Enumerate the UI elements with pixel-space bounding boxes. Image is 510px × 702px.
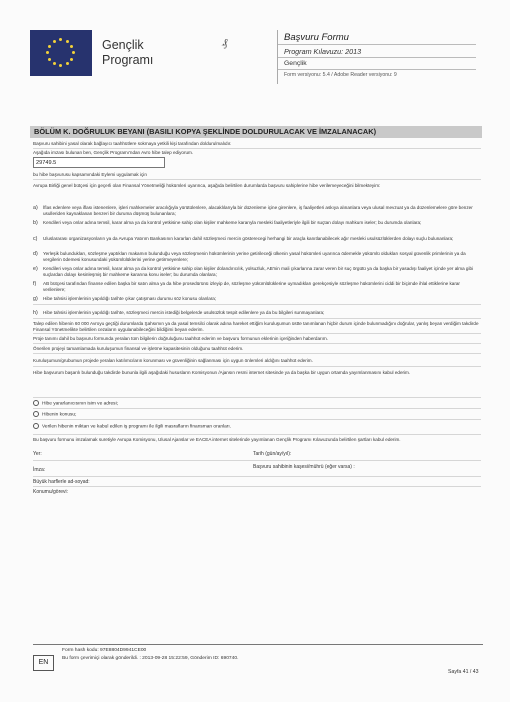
eu-star-icon: [70, 58, 73, 61]
place-label: Yer:: [33, 451, 42, 457]
declaration-paragraph: Talep edilen hibenin 60 000 Avroyu geçtiği durumlarda Şahsımın ya da yasal temsilci olarak adına hareket ettiğim kuruluşumun üstte tanımlanan hiçbir durum içinde bulunmadığını doğrular, yanlış beyan verdiğim takdirde Finansal Yönetmelikte belirtilen cezaların uygulanabileceğini bildiğimi beyan ederim.: [33, 321, 479, 332]
after-amount-text: bu hibe başvurusu kapsamındaki Eylemi uygulamak için: [33, 172, 147, 177]
form-page: Gençlik Programı ₰ Başvuru Formu Program Kılavuzu: 2013 Gençlik Form versiyonu: 5.4 / Adobe Reader versiyonu: 9 BÖLÜM K. DOĞRULUK BEYANI (BASILI KOPYA ŞEKLİNDE DOLDURULACAK VE İMZALANACAK) Başvuru sahibini yasal olarak bağlayıcı taahhütlere sokmaya yetkili kişi tarafından doldurulmalıdır. Aşağıda imzası bulunan ben, Gençlik Programı'ndan Avro hibe talep ediyorum. 29749.5 bu hibe başvurusu kapsamındaki Eylemi uygulamak için Avrupa Birliği genel bütçesi için geçerli olan Finansal Yönetmeliği hükümleri uyarınca, aşağıda belirtilen durumlarda başvuru sahiplerine hibe verilemeyeceğini bilmekteyim: a) İflas edenlere veya iflası istenenlere, işleri mahkemeler aracılığıyla yürütülenlere, alacaklılarıyla bir düzenleme içine girenlere, iş faaliyetleri askıya alınanlara veya ulusal mevzuat ya da düzenlemelere göre benzer usulleriden kaynaklanan benzeri bir duruma düşmüş bulunanlara; b) Kendileri veya onlar adına temsil, karar alma ya da kontrol yetkisine sahip olan kişiler mahkeme kararıyla mesleki faaliyetleriyle ilgili bir suçtan dolayı mahkum iseler; bu durumda olanlara; c) Uluslararası organizasyonların ya da Avrupa Yatırım Bankasının kararları dahil sözleşmeci mercin gösterecegi herhangi bir araçla kanıtlanabilecek ağır mesleki usulsüzlüklerden dolayı suçlu bulunanlara; d) Yerleşik bulundukları, sözleşme yaptıkları makamın bulunduğu veya sözleşmenin hükümlerinin yerine getirileceği ülkenin yasal hükümleri uyarınca ödemekle yükümlü oldukları sosyal güvenlik primlerinin ya da vergilerin ödemesi konusundaki yükümlülüklerini yerine getirmeyenlere; e) Kendileri veya onlar adına temsil, karar alma ya da kontrol yetkisine sahip olan kişiler dolandırıcılık, yolsuzluk, AB'nin mali çıkarlarına zarar veren bir suç örgütü ya da başka bir yasadışı faaliyet içinde yer alma gibi suçlardan dolayı kesinleşmiş bir mahkeme kararına konu iseler; bu durumda olanlara; f) AB bütçesi tarafından finanse edilen başka bir satın alma ya da hibe prosedürünü izleyip de, sözleşme yükümlülüklerine uymadıkları gerekçesiyle sözleşme hükümlerini ciddi bir biçimde ihlal ettiklerine karar verilenlere; g) Hibe tahsisi işlemlerinin yapıldığı tarihte çıkar çatışması durumu söz konusu olanlara; h) Hibe tahsisi işlemlerinin yapıldığı tarihte, sözleşmeci mercin istediği belgelerde usulsüzlük tespit edilenlere ya da bu bilgileri sunmayanlara; Talep edilen hibenin 60 000 Avroyu geçtiği durumlarda Şahsımın ya da yasal temsilci olarak adına hareket ettiğim kuruluşumun üstte tanımlanan hiçbir durum içinde bulunmadığını doğrular, yanlış beyan verdiğim takdirde Finansal Yönetmelikte belirtilen cezaların uygulanabileceğini bildiğimi beyan ederim. Proje tanımı dahil bu başvuru formunda yeralan tüm bilgilerin doğruluğunu taahhüt ederim ve başvuru formunun eklerinin içeriğinden haberdarım. Önerilen projeyi tamamlamada kuruluşumun finansal ve işletme kapasitesinin olduğunu taahhüt ederim. Kuruluşumun/grubumun projede yeralan katılımcıların korunması ve güvenliğinin sağlanması için uygun önlemleri aldığını taahhüt ederim. Hibe başvurum başarılı bulunduğu takdirde bununla ilgili aşağıdaki hususların Komisyonun /Ajansın resmi internet sitesinde ya da başka bir uygun ortamda yayımlanmasını kabul ederim. Hibe yararlanıcısının isim ve adresi; Hibenin konusu; Verilen hibenin miktarı ve kabul edilen iş programı ile ilgili masrafların finansman oranları. Bu başvuru formunu imzalamak suretiyle Avrupa Komisyonu, Ulusal Ajanslar ve EACEA internet sitelerinde yayımlanan Gençlik Programı Kılavuzunda belirtilen şartları kabul ederim. Yer: Tarih (gün/ay/yıl): İmza: Başvuru sahibinin kaşesi/mührü (eğer varsa) : Büyük harflerle ad-soyad: Konumu/görevi: Form hash kodu: 97E8804D9941CE00 Bu form çevrimiçi olarak gönderildi. : 2013-09-28 15:22:59, Gönderim ID: 690740. EN Sayfa 41 / 43: [0, 0, 510, 702]
form-title: Başvuru Formu: [284, 32, 349, 43]
eu-star-icon: [66, 40, 69, 43]
request-line: Aşağıda imzası bulunan ben, Gençlik Programı'ndan Avro hibe talep ediyorum.: [33, 150, 194, 155]
program-label: Gençlik: [284, 60, 307, 67]
eu-star-icon: [66, 62, 69, 65]
form-version: Form versiyonu: 5.4 / Adobe Reader versiyonu: 9: [284, 72, 397, 78]
signature-label: İmza:: [33, 467, 46, 473]
acceptance-text: Bu başvuru formunu imzalamak suretiyle Avrupa Komisyonu, Ulusal Ajanslar ve EACEA internet sitelerinde yayımlanan Gençlik Programı Kılavuzunda belirtilen şartları kabul ederim.: [33, 437, 401, 442]
date-label: Tarih (gün/ay/yıl):: [253, 451, 292, 457]
language-badge: EN: [33, 655, 54, 671]
option-amount[interactable]: Verilen hibenin miktarı ve kabul edilen iş programı ile ilgili masrafların finansman oranları.: [33, 423, 481, 430]
footer-divider: [33, 644, 483, 645]
form-info-box: [277, 30, 476, 84]
eu-star-icon: [70, 45, 73, 48]
eu-rules-text: Avrupa Birliği genel bütçesi için geçerli olan Finansal Yönetmeliği hükümleri uyarınca, aşağıda belirtilen durumlarda başvuru sahiplerine hibe verilemeyeceğini bilmekteyim:: [33, 183, 381, 188]
radio-icon: [33, 423, 39, 429]
page-number: Sayfa 41 / 43: [448, 669, 479, 675]
eu-star-icon: [72, 51, 75, 54]
radio-icon: [33, 400, 39, 406]
intro-line: Başvuru sahibini yasal olarak bağlayıcı taahhütlere sokmaya yetkili kişi tarafından doldurulmalıdır.: [33, 141, 232, 146]
eu-star-icon: [59, 38, 62, 41]
eu-flag-icon: [30, 30, 92, 76]
eu-star-icon: [48, 45, 51, 48]
submission-info: Bu form çevrimiçi olarak gönderildi. : 2013-09-28 15:22:59, Gönderim ID: 690740.: [62, 656, 239, 661]
program-guide: Program Kılavuzu: 2013: [284, 47, 362, 56]
full-name-label: Büyük harflerle ad-soyad:: [33, 479, 90, 485]
form-hash: Form hash kodu: 97E8804D9941CE00: [62, 648, 147, 653]
eu-star-icon: [59, 64, 62, 67]
option-subject[interactable]: Hibenin konusu;: [33, 411, 76, 418]
program-logo: [30, 30, 182, 86]
grant-amount-field[interactable]: 29749.5: [33, 157, 165, 168]
section-title: BÖLÜM K. DOĞRULUK BEYANI (BASILI KOPYA ŞEKLİNDE DOLDURULACAK VE İMZALANACAK): [30, 126, 482, 138]
declaration-paragraph: Önerilen projeyi tamamlamada kuruluşumun finansal ve işletme kapasitesinin olduğunu taahhüt ederim.: [33, 346, 244, 351]
program-name: Gençlik Programı: [102, 38, 154, 67]
declaration-paragraph: Proje tanımı dahil bu başvuru formunda yeralan tüm bilgilerin doğruluğunu taahhüt ederim ve başvuru formunun eklerinin içeriğinden haberdarım.: [33, 336, 328, 341]
eu-star-icon: [48, 58, 51, 61]
eu-star-icon: [53, 40, 56, 43]
eu-star-icon: [53, 62, 56, 65]
publication-consent: Hibe başvurum başarılı bulunduğu takdirde bununla ilgili aşağıdaki hususların Komisyonun /Ajansın resmi internet sitesinde ya da başka bir uygun ortamda yayımlanmasını kabul ederim.: [33, 370, 411, 375]
eu-star-icon: [46, 51, 49, 54]
handwritten-mark: ₰: [222, 36, 228, 49]
position-label: Konumu/görevi:: [33, 489, 69, 495]
declaration-paragraph: Kuruluşumun/grubumun projede yeralan katılımcıların korunması ve güvenliğinin sağlanması için uygun önlemleri aldığını taahhüt ederim.: [33, 358, 313, 363]
radio-icon: [33, 411, 39, 417]
stamp-label: Başvuru sahibinin kaşesi/mührü (eğer varsa) :: [253, 464, 355, 470]
option-beneficiary[interactable]: Hibe yararlanıcısının isim ve adresi;: [33, 400, 118, 407]
